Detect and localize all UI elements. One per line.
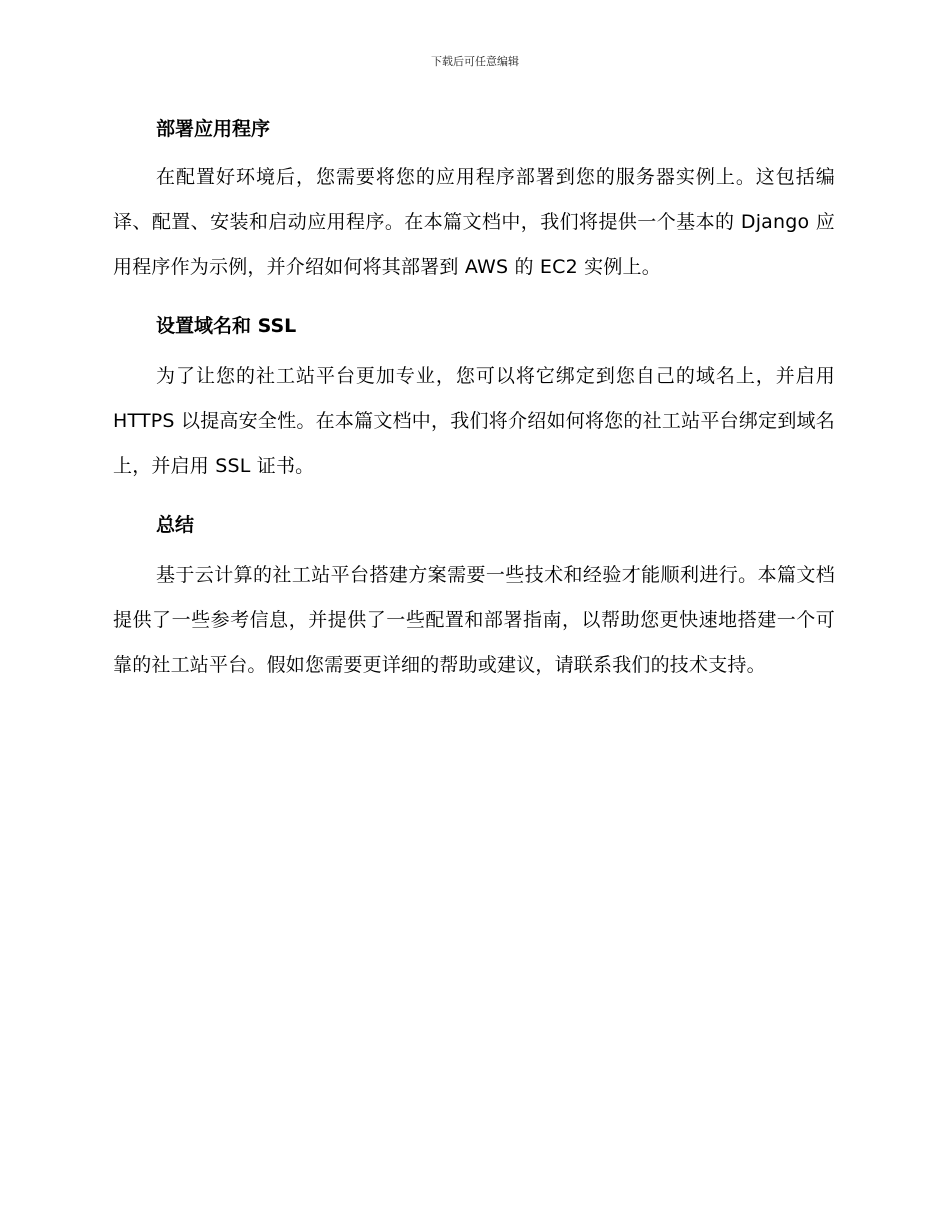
document-body	[113, 112, 835, 688]
section-paragraph-domain-ssl: 为了让您的社工站平台更加专业，您可以将它绑定到您自己的域名上，并启用 HTTPS 以提高安全性。在本篇文档中，我们将介绍如何将您的社工站平台绑定到域名上，并启用 SSL 证书。	[113, 365, 835, 477]
section-paragraph-deploy-app: 在配置好环境后，您需要将您的应用程序部署到您的服务器实例上。这包括编译、配置、安装和启动应用程序。在本篇文档中，我们将提供一个基本的 Django 应用程序作为示例，并介绍如何将其部署到 AWS 的 EC2 实例上。	[113, 166, 835, 278]
section-heading-summary: 总结	[156, 514, 195, 536]
page-header: 下载后可任意编辑	[431, 55, 519, 68]
section-heading-domain-ssl: 设置域名和 SSL	[156, 315, 297, 337]
section-paragraph-summary: 基于云计算的社工站平台搭建方案需要一些技术和经验才能顺利进行。本篇文档提供了一些参考信息，并提供了一些配置和部署指南，以帮助您更快速地搭建一个可靠的社工站平台。假如您需要更详细的帮助或建议，请联系我们的技术支持。	[113, 564, 835, 676]
section-heading-deploy-app: 部署应用程序	[156, 118, 271, 140]
